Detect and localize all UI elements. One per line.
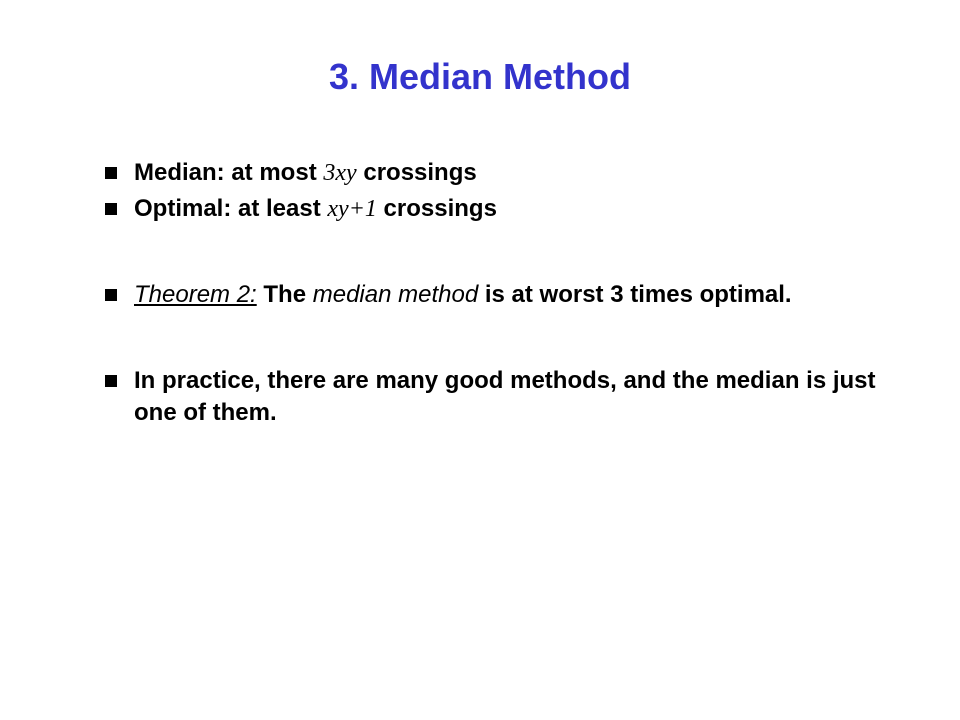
bullet-text-post: crossings bbox=[376, 195, 497, 222]
square-bullet-icon bbox=[105, 203, 117, 215]
bullet-text: The bbox=[256, 281, 313, 308]
square-bullet-icon bbox=[105, 375, 117, 387]
math-expression: xy+1 bbox=[327, 196, 377, 222]
bullet-list bbox=[100, 157, 900, 429]
square-bullet-icon bbox=[105, 289, 117, 301]
bullet-practice bbox=[100, 365, 900, 429]
bullet-text: In practice, there are many good methods, and the median is just one of them. bbox=[134, 367, 876, 426]
bullet-text-pre: Optimal: at least bbox=[134, 195, 328, 222]
bullet-theorem bbox=[100, 279, 900, 311]
theorem-label: Theorem 2: bbox=[134, 281, 257, 308]
bullet-text-pre: Median: at most bbox=[134, 159, 324, 186]
bullet-median-bound bbox=[100, 157, 900, 189]
square-bullet-icon bbox=[105, 167, 117, 179]
bullet-optimal-bound bbox=[100, 193, 900, 225]
emphasis-text: median method bbox=[312, 281, 479, 308]
math-expression: 3xy bbox=[323, 160, 357, 186]
bullet-text: is at worst 3 times optimal. bbox=[478, 281, 792, 308]
bullet-text-post: crossings bbox=[356, 159, 477, 186]
slide-title: 3. Median Method bbox=[328, 56, 631, 97]
